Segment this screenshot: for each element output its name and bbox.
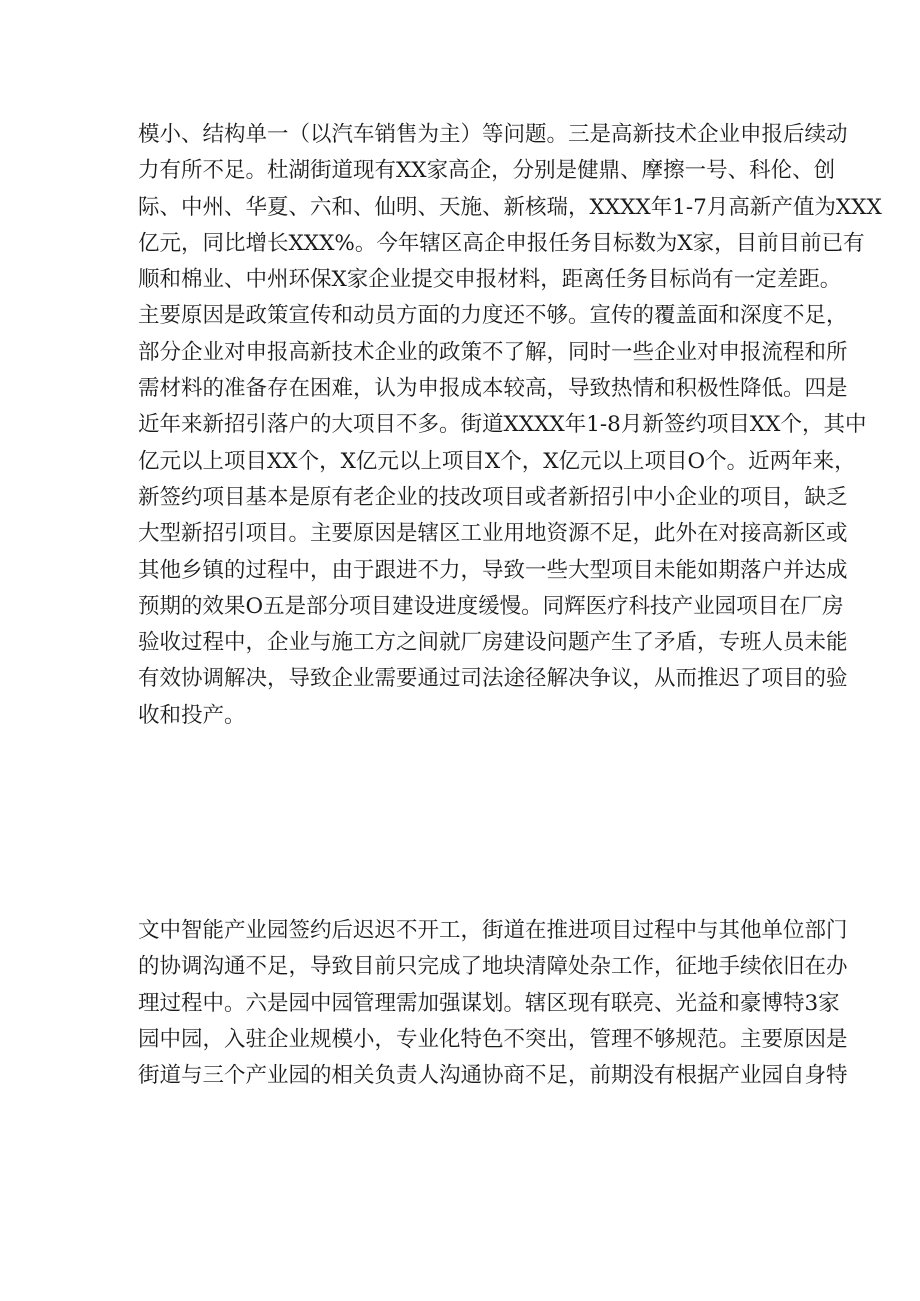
text-line: 际、中州、华夏、六和、仙明、天施、新核瑞，XXXX年1-7月高新产值为XXX [138,194,882,220]
text-line: 验收过程中，企业与施工方之间就厂房建设问题产生了矛盾，专班人员未能 [138,630,848,656]
text-line: 亿元，同比增长XXX%。今年辖区高企申报任务目标数为X家，目前目前已有 [138,230,865,256]
paragraph-1 [138,117,882,734]
text-line: 有效协调解决，导致企业需要通过司法途径解决争议，从而推迟了项目的验 [138,666,848,692]
text-line: 收和投产。 [138,702,246,728]
paragraph-2 [138,913,848,1094]
text-line: 近年来新招引落户的大项目不多。街道XXXX年1-8月新签约项目XX个，其中 [138,412,867,438]
text-line: 新签约项目基本是原有老企业的技改项目或者新招引中小企业的项目，缺乏 [138,484,848,510]
text-line: 部分企业对申报高新技术企业的政策不了解，同时一些企业对申报流程和所 [138,339,848,365]
text-line: 园中园，入驻企业规模小，专业化特色不突出，管理不够规范。主要原因是 [138,1026,848,1052]
text-line: 顺和棉业、中州环保X家企业提交申报材料，距离任务目标尚有一定差距。 [138,267,842,293]
text-line: 模小、结构单一（以汽车销售为主）等问题。三是高新技术企业申报后续动 [138,122,848,147]
text-line: 其他乡镇的过程中，由于跟进不力，导致一些大型项目未能如期落户并达成 [138,557,848,583]
text-line: 预期的效果O五是部分项目建设进度缓慢。同辉医疗科技产业园项目在厂房 [138,593,844,619]
text-line: 需材料的准备存在困难，认为申报成本较高，导致热情和积极性降低。四是 [138,376,848,402]
text-line: 亿元以上项目XX个，X亿元以上项目X个，X亿元以上项目O个。近两年来， [138,448,856,474]
text-line: 理过程中。六是园中园管理需加强谋划。辖区现有联亮、光益和豪博特3家 [138,990,840,1016]
text-line: 主要原因是政策宣传和动员方面的力度还不够。宣传的覆盖面和深度不足， [138,303,848,329]
text-line: 的协调沟通不足，导致目前只完成了地块清障处杂工作，征地手续依旧在办 [138,954,848,980]
text-line: 大型新招引项目。主要原因是辖区工业用地资源不足，此外在对接高新区或 [138,521,848,547]
text-line: 街道与三个产业园的相关负责人沟通协商不足，前期没有根据产业园自身特 [138,1063,848,1089]
text-line: 力有所不足。杜湖街道现有XX家高企，分别是健鼎、摩擦一号、科伦、创 [138,158,836,184]
text-line: 文中智能产业园签约后迟迟不开工，街道在推进项目过程中与其他单位部门 [138,918,848,943]
